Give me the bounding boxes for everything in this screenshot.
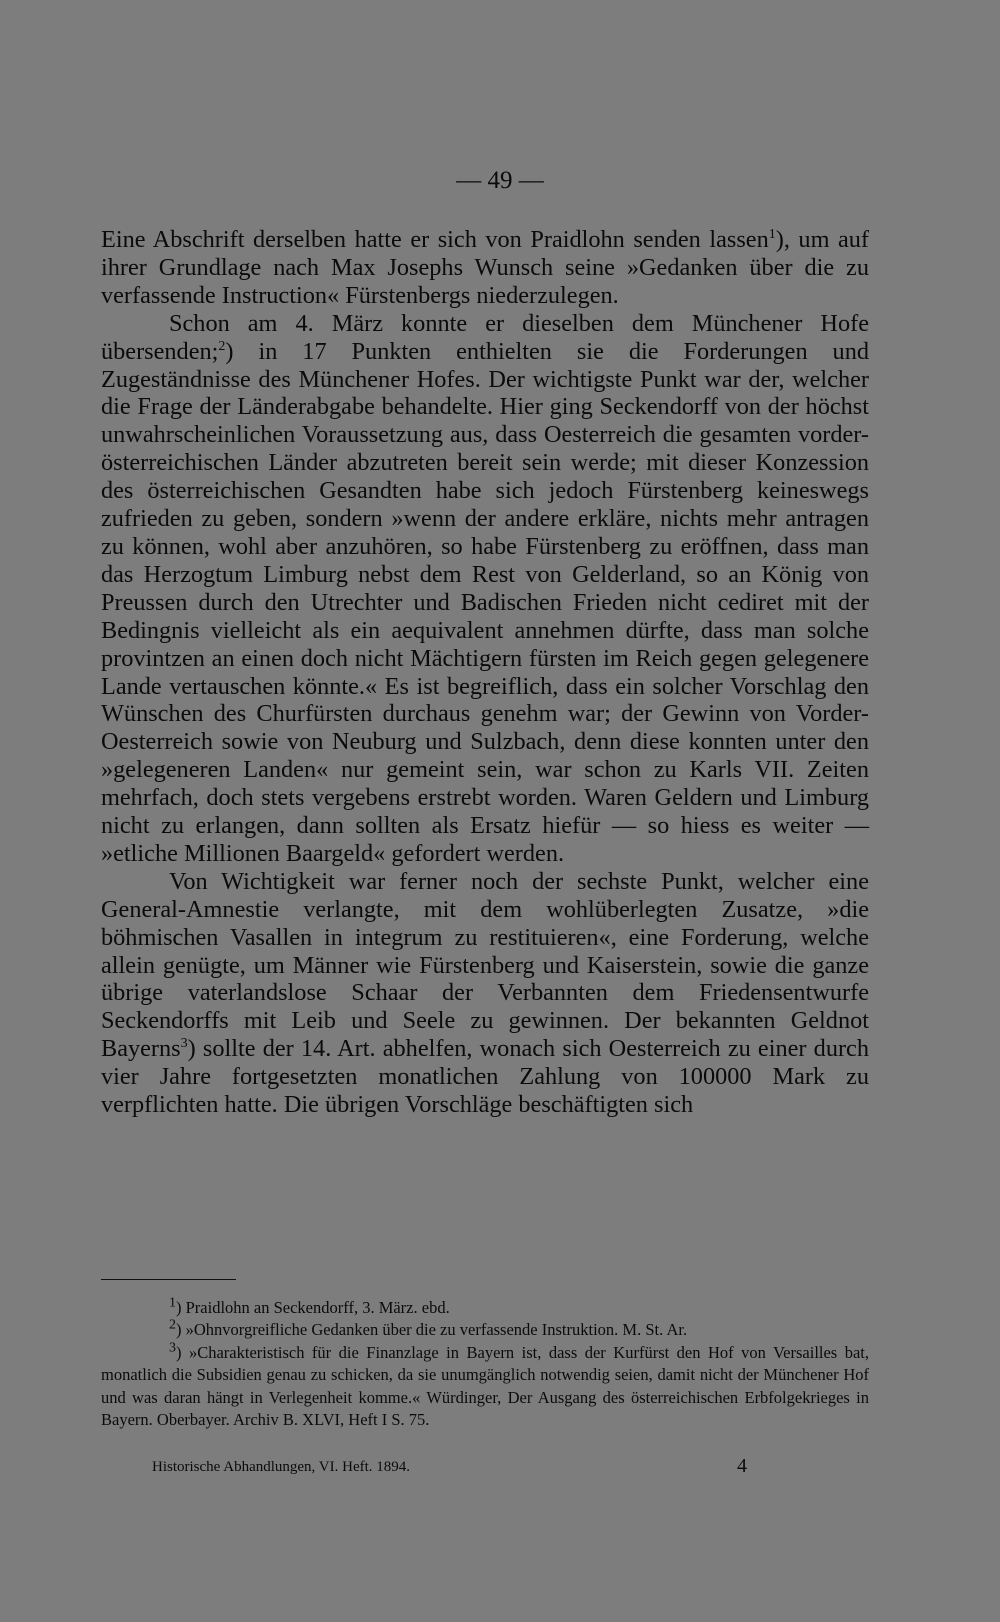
main-text — [101, 226, 869, 1119]
footnote — [101, 1319, 869, 1341]
paragraph-text: ) sollte der 14. Art. abhelfen, wonach sich Oesterreich zu einer durch vier Jahre fortgesetzten monatlichen Zahlung von 100000 Mark zu verpflichten hatte. Die übrigen Vorschläge beschäftigten sich — [101, 1035, 869, 1119]
footnotes — [101, 1297, 869, 1431]
signature-mark: 4 — [737, 1455, 747, 1477]
paragraph-text: Eine Abschrift derselben hatte er sich von Praidlohn senden lassen — [101, 226, 769, 253]
footnote-ref: 2 — [218, 338, 226, 354]
paragraph-text: Schon am 4. März konnte er dieselben dem Münchener Hofe übersenden; — [101, 309, 869, 365]
footnote-ref: 3 — [180, 1036, 188, 1052]
paragraph-text: ), um auf ihrer Grundlage nach Max Josephs Wunsch seine »Gedanken über die zu verfassende Instruction« Fürstenbergs niederzulegen. — [101, 226, 870, 309]
footnote-text: ) »Ohnvorgreifliche Gedanken über die zu verfassende Instruktion. M. St. Ar. — [176, 1320, 688, 1340]
footnote-text: ) »Charakteristisch für die Finanzlage in Bayern ist, dass der Kurfürst den Hof von Versailles bat, monatlich die Subsidien genau zu schicken, da sie unumgänglich notwendig seien, damit nicht der Münchener Hof und was daran hängt in Verlegenheit komme.« Würdinger, Der Ausgang des österreichischen Erbfolgekrieges in Bayern. Oberbayer. Archiv B. XLVI, Heft I S. 75. — [101, 1342, 869, 1430]
footnote-divider — [101, 1279, 236, 1280]
footnote-mark: 3 — [169, 1340, 176, 1356]
footnote-ref: 1 — [768, 226, 776, 242]
footnote-mark: 1 — [169, 1295, 176, 1311]
footnote — [101, 1297, 869, 1319]
paragraph — [101, 868, 869, 1119]
paragraph-text: Von Wichtigkeit war ferner noch der sechste Punkt, welcher eine General-Amnestie verlangte, mit dem wohlüberlegten Zusatze, »die böhmischen Vasallen in integrum zu restituieren«, eine Forderung, welche allein genügte, um Männer wie Fürstenberg und Kaiserstein, sowie die ganze übrige vaterlandslose Schaar der Verbannten dem Friedensentwurfe Seckendorffs mit Leib und Seele zu gewinnen. Der bekannten Geldnot Bayerns — [101, 867, 869, 1063]
page-number: — 49 — — [456, 167, 544, 194]
paragraph — [101, 310, 869, 868]
footnote — [101, 1342, 869, 1432]
footnote-mark: 2 — [169, 1317, 176, 1333]
paragraph — [101, 226, 869, 310]
paragraph-text: ) in 17 Punkten enthielten sie die Forderungen und Zugeständnisse des Münchener Hofes. Der wichtigste Punkt war der, welcher die Frage der Länderabgabe behandelte. Hier ging Seckendorff von der höchst unwahrscheinlichen Voraussetzung aus, dass Oesterreich die gesamten vorder-österreichischen Länder abzutreten bereit sein werde; mit dieser Konzession des österreichischen Gesandten habe sich jedoch Fürstenberg keineswegs zufrieden zu geben, sondern »wenn der andere erkläre, nichts mehr antragen zu können, wohl aber anzuhören, so habe Fürstenberg zu eröffnen, dass man das Herzogtum Limburg nebst dem Rest von Gelderland, so an König von Preussen durch den Utrechter und Badischen Frieden nicht cediret mit der Bedingnis vielleicht als ein aequivalent annehmen dürfte, dass man solche provintzen an einen doch nicht Mächtigern fürsten im Reich gegen gelegenere Lande vertauschen könnte.« Es ist begreiflich, dass ein solcher Vorschlag den Wünschen des Churfürsten durchaus genehm war; der Gewinn von Vorder-Oesterreich sowie von Neuburg und Sulzbach, denn diese konnten unter den »gelegeneren Landen« nur gemeint sein, war schon zu Karls VII. Zeiten mehrfach, doch stets vergebens erstrebt worden. Waren Geldern und Limburg nicht zu erlangen, dann sollten als Ersatz hiefür — so hiess es weiter — »etliche Millionen Baargeld« gefordert werden. — [101, 337, 869, 867]
footnote-text: ) Praidlohn an Seckendorff, 3. März. ebd. — [176, 1298, 450, 1317]
series-line: Historische Abhandlungen, VI. Heft. 1894. — [152, 1459, 411, 1475]
